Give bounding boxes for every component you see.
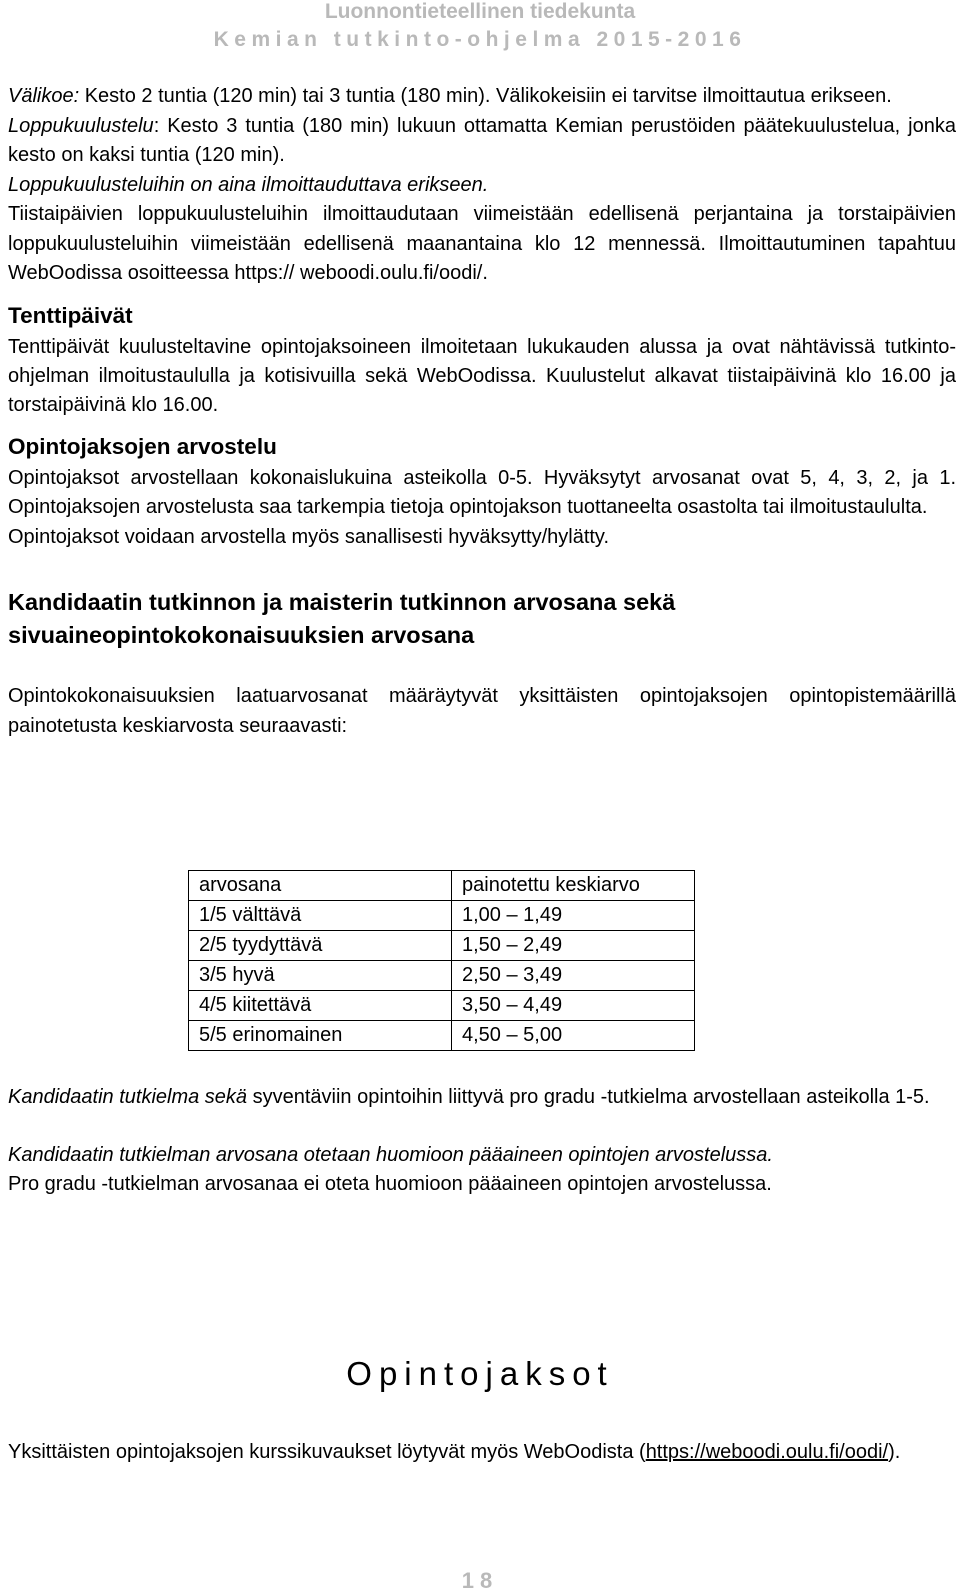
grading-text-2: Opintojaksot voidaan arvostella myös sanallisesti hyväksytty/hylätty. xyxy=(8,525,610,548)
grade-table xyxy=(188,870,695,1051)
table-cell: 2,50 – 3,49 xyxy=(452,961,695,991)
degree-grade-heading: Kandidaatin tutkinnon ja maisterin tutkinnon arvosana sekä sivuaineopintokokonaisuuksien arvosana xyxy=(8,589,676,648)
page-number: 18 xyxy=(461,1568,499,1593)
grading-text: Opintojaksot arvostellaan kokonaislukuina asteikolla 0-5. Hyväksytyt arvosanat ovat 5, 4, 3, 2, ja 1. Opintojaksojen arvostelusta saa tarkempia tietoja opintojakson tuottaneelta osastolta tai ilmoitustaululta. xyxy=(8,466,956,518)
table-row xyxy=(189,931,695,961)
exam-days-text: Tenttipäivät kuulusteltavine opintojaksoineen ilmoitetaan lukukauden alussa ja ovat nähtävissä tutkinto-ohjelman ilmoitustaululla ja kotisivuilla sekä WebOodissa. Kuulustelut alkavat tiistaipäivinä klo 16.00 ja torstaipäivinä klo 16.00. xyxy=(8,335,956,416)
courses-section xyxy=(8,1438,956,1468)
table-cell: 4,50 – 5,00 xyxy=(452,1021,695,1051)
thesis-italic: Kandidaatin tutkielma sekä xyxy=(8,1086,248,1108)
table-cell: 3/5 hyvä xyxy=(189,961,452,991)
table-row xyxy=(189,961,695,991)
final-label: Loppukuulustelu xyxy=(8,114,154,137)
table-row xyxy=(189,1021,695,1051)
faculty-name: Luonnontieteellinen tiedekunta xyxy=(324,0,636,23)
table-cell: 4/5 kiitettävä xyxy=(189,991,452,1021)
table-header-row xyxy=(189,871,695,901)
table-cell: 5/5 erinomainen xyxy=(189,1021,452,1051)
thesis-note-2: Pro gradu -tutkielman arvosanaa ei oteta huomioon pääaineen opintojen arvostelussa. xyxy=(8,1173,772,1195)
thesis-paragraph xyxy=(8,1083,956,1113)
table-cell: 1,50 – 2,49 xyxy=(452,931,695,961)
programme-name: Kemian tutkinto-ohjelma 2015-2016 xyxy=(213,28,747,51)
table-header-cell: painotettu keskiarvo xyxy=(452,871,695,901)
thesis-text: syventäviin opintoihin liittyvä pro gradu -tutkielma arvostellaan asteikolla 1-5. xyxy=(247,1086,930,1108)
final-paragraph xyxy=(8,112,956,171)
registration-note: Loppukuulusteluihin on aina ilmoittauduttava erikseen. xyxy=(8,173,489,196)
weboodi-link[interactable]: https://weboodi.oulu.fi/oodi/ xyxy=(645,1441,889,1463)
courses-title: Opintojaksot xyxy=(346,1355,614,1392)
courses-text: Yksittäisten opintojaksojen kurssikuvaukset löytyvät myös WebOodista (https://weboodi.oulu.fi/oodi/). xyxy=(8,1441,901,1463)
exam-days-heading: Tenttipäivät xyxy=(8,302,133,328)
thesis-section xyxy=(8,1083,956,1200)
table-cell: 1,00 – 1,49 xyxy=(452,901,695,931)
midterm-paragraph xyxy=(8,82,956,112)
degree-grade-intro: Opintokokonaisuuksien laatuarvosanat määräytyvät yksittäisten opintojaksojen opintopistemäärillä painotetusta keskiarvosta seuraavasti: xyxy=(8,685,956,737)
table-cell: 3,50 – 4,49 xyxy=(452,991,695,1021)
registration-text: Tiistaipäivien loppukuulusteluihin ilmoittaudutaan viimeistään edellisenä perjantaina ja torstaipäivien loppukuulusteluihin viimeistään edellisenä maanantaina klo 12 mennessä. Ilmoittautuminen tapahtuu WebOodissa osoitteessa https:// weboodi.oulu.fi/oodi/. xyxy=(8,203,956,284)
table-header-cell: arvosana xyxy=(189,871,452,901)
table-cell: 1/5 välttävä xyxy=(189,901,452,931)
thesis-note-1: Kandidaatin tutkielman arvosana otetaan huomioon pääaineen opintojen arvostelussa. xyxy=(8,1143,773,1166)
table-row xyxy=(189,901,695,931)
table-cell: 2/5 tyydyttävä xyxy=(189,931,452,961)
final-text: : Kesto 3 tuntia (180 min) lukuun ottamatta Kemian perustöiden päätekuulustelua, jonka kesto on kaksi tuntia (120 min). xyxy=(8,114,956,166)
grading-heading: Opintojaksojen arvostelu xyxy=(8,433,277,459)
table-row xyxy=(189,991,695,1021)
page-content xyxy=(8,82,956,741)
midterm-text: Kesto 2 tuntia (120 min) tai 3 tuntia (180 min). Välikokeisiin ei tarvitse ilmoittautua erikseen. xyxy=(79,85,892,107)
midterm-label: Välikoe: xyxy=(8,85,80,107)
